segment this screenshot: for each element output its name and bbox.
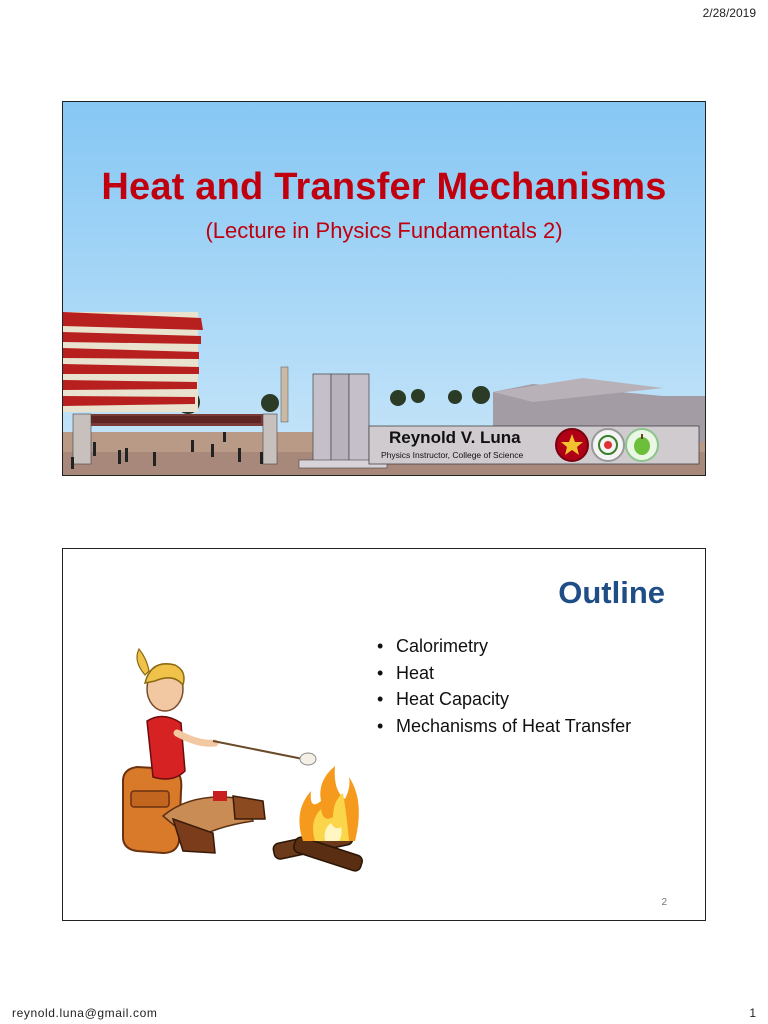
footer-page-number: 1	[749, 1006, 756, 1020]
outline-slide	[62, 548, 706, 921]
outline-item: • Calorimetry	[375, 633, 631, 660]
slide-title: Heat and Transfer Mechanisms	[101, 166, 667, 208]
outline-title: Outline	[558, 575, 665, 610]
title-slide	[62, 101, 706, 476]
footer-email: reynold.luna@gmail.com	[12, 1006, 158, 1020]
page-date: 2/28/2019	[702, 6, 756, 20]
slide-subtitle: (Lecture in Physics Fundamentals 2)	[205, 218, 563, 243]
department-seal-icon	[625, 428, 659, 462]
author-role: Physics Instructor, College of Science	[381, 450, 524, 460]
outline-item: • Heat	[375, 660, 631, 687]
slide-number: 2	[661, 897, 667, 908]
author-name: Reynold V. Luna	[389, 428, 521, 447]
university-seal-icon	[555, 428, 589, 462]
campfire-girl-illustration	[103, 641, 383, 891]
college-seal-icon	[591, 428, 625, 462]
outline-list	[375, 633, 631, 739]
outline-item: • Mechanisms of Heat Transfer	[375, 713, 631, 740]
outline-item: • Heat Capacity	[375, 686, 631, 713]
